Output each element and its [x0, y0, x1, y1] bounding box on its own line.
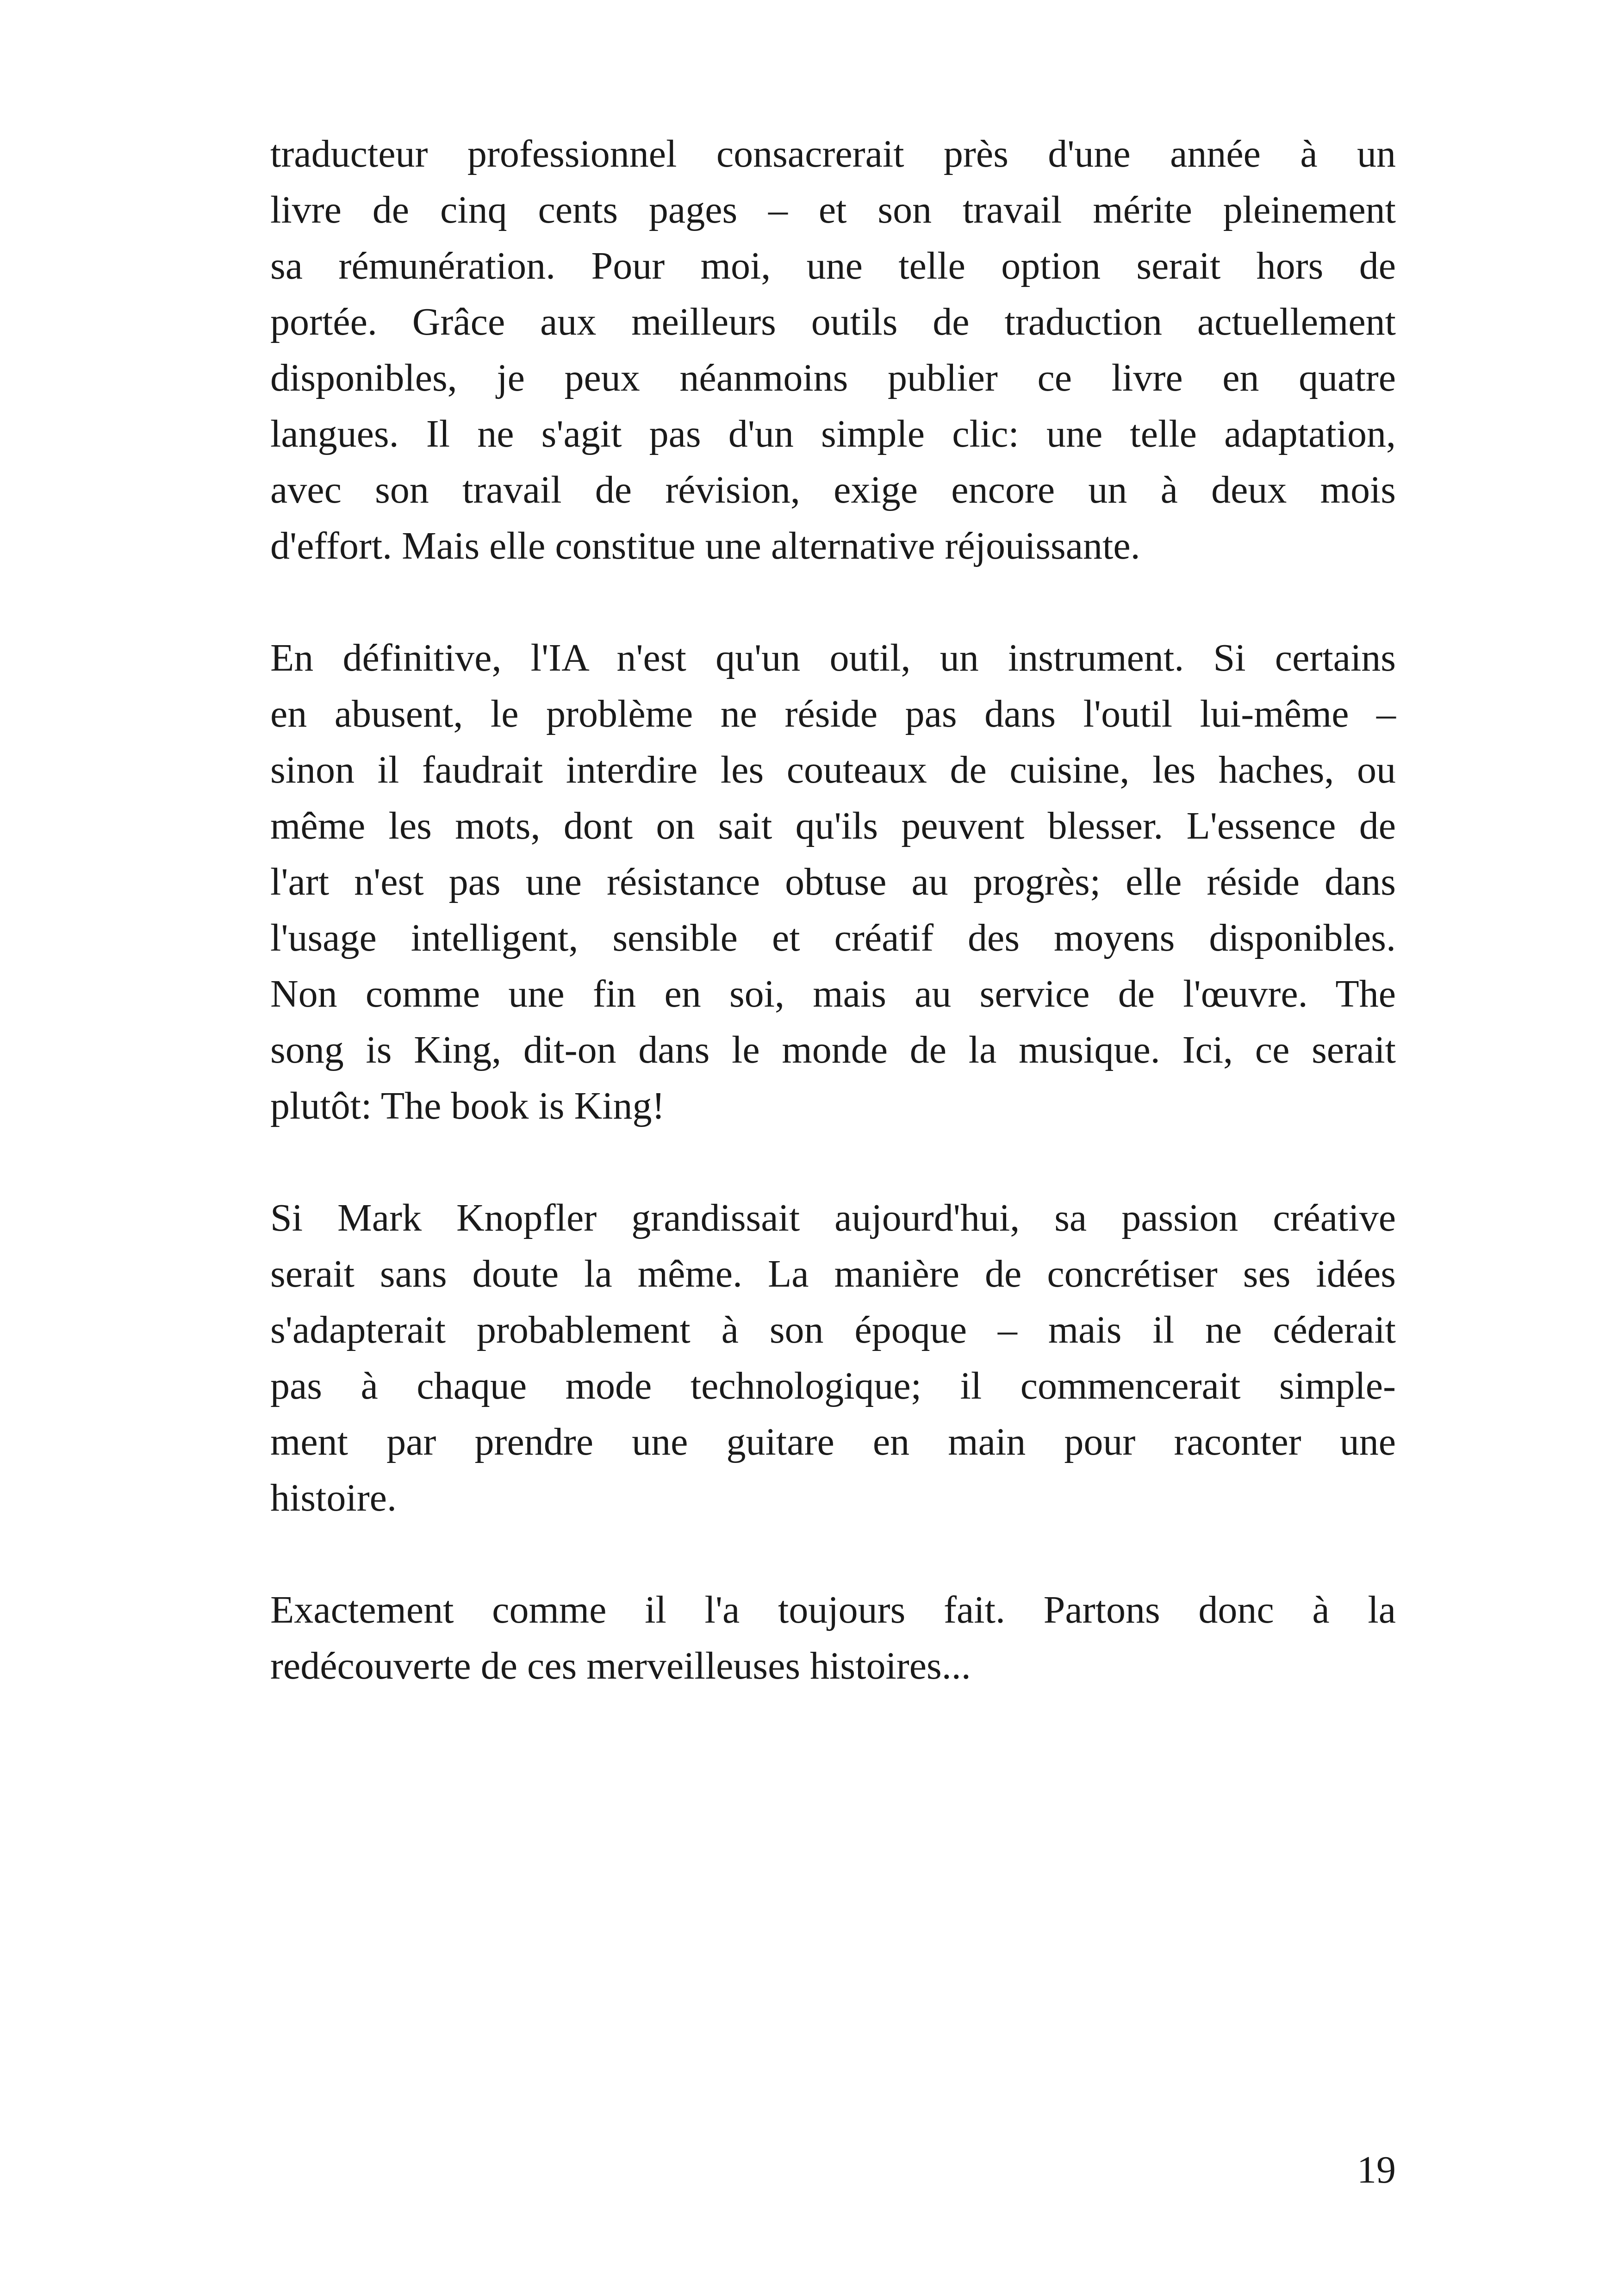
text-line: d'effort. Mais elle constitue une alternative réjouissante. [270, 524, 1140, 567]
text-line: sa rémunération. Pour moi, une telle option serait hors de [270, 244, 1396, 287]
text-line: Non comme une fin en soi, mais au service de l'œuvre. The [270, 972, 1396, 1015]
text-line: redécouverte de ces merveilleuses histoires... [270, 1644, 971, 1687]
paragraph-spacer [270, 1526, 1396, 1582]
text-line: langues. Il ne s'agit pas d'un simple clic: une telle adaptation, [270, 412, 1396, 455]
paragraph-spacer [270, 1134, 1396, 1190]
text-line: l'art n'est pas une résistance obtuse au progrès; elle réside dans [270, 860, 1396, 903]
text-line: même les mots, dont on sait qu'ils peuvent blesser. L'essence de [270, 804, 1396, 847]
text-line: traducteur professionnel consacrerait près d'une année à un [270, 132, 1396, 175]
text-line: Exactement comme il l'a toujours fait. Partons donc à la [270, 1588, 1396, 1631]
text-line: livre de cinq cents pages – et son travail mérite pleinement [270, 188, 1396, 231]
text-line: ment par prendre une guitare en main pour raconter une [270, 1420, 1396, 1463]
text-line: sinon il faudrait interdire les couteaux de cuisine, les haches, ou [270, 748, 1396, 791]
text-line: En définitive, l'IA n'est qu'un outil, un instrument. Si certains [270, 636, 1396, 679]
text-line: s'adapterait probablement à son époque – mais il ne céderait [270, 1308, 1396, 1351]
text-line: l'usage intelligent, sensible et créatif des moyens disponibles. [270, 916, 1396, 959]
text-line: disponibles, je peux néanmoins publier ce livre en quatre [270, 356, 1396, 399]
paragraph-spacer [270, 574, 1396, 630]
paragraph-4 [270, 1582, 1396, 1694]
text-line: en abusent, le problème ne réside pas dans l'outil lui-même – [270, 692, 1396, 735]
body-text [270, 126, 1396, 1694]
paragraph-3 [270, 1190, 1396, 1526]
page-number: 19 [1357, 2148, 1396, 2191]
text-line: histoire. [270, 1476, 397, 1519]
text-line: Si Mark Knopfler grandissait aujourd'hui, sa passion créative [270, 1196, 1396, 1239]
paragraph-1 [270, 126, 1396, 574]
text-line: pas à chaque mode technologique; il commencerait simple- [270, 1364, 1396, 1407]
text-line: serait sans doute la même. La manière de concrétiser ses idées [270, 1252, 1396, 1295]
text-line: avec son travail de révision, exige encore un à deux mois [270, 468, 1396, 511]
text-line: song is King, dit-on dans le monde de la musique. Ici, ce serait [270, 1028, 1396, 1071]
text-line: portée. Grâce aux meilleurs outils de traduction actuellement [270, 300, 1396, 343]
text-line: plutôt: The book is King! [270, 1084, 665, 1127]
paragraph-2 [270, 630, 1396, 1134]
